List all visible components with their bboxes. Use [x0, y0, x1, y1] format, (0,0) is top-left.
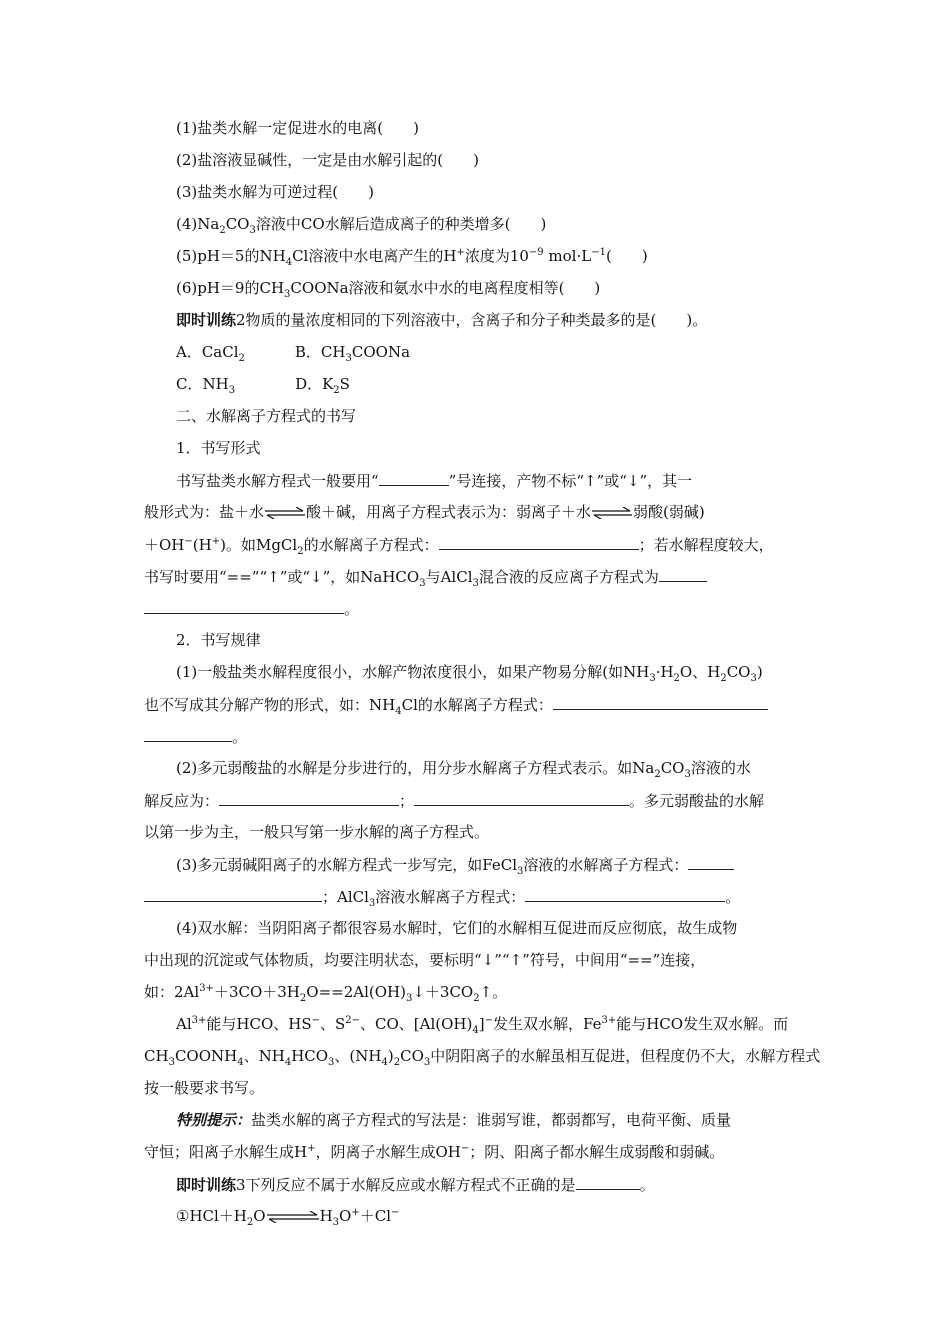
- rule-3-line-2: ；AlCl$_3$溶液水解离子方程式： 。: [144, 886, 740, 907]
- rule-1-line-1: (1)一般盐类水解程度很小，水解产物浓度很小，如果产物易分解(如$NH_3\cdot H_2O$、$H_2CO_3$): [176, 663, 763, 684]
- option-d: D．$K_2S$: [295, 375, 350, 396]
- practice-label: 即时训练: [176, 1176, 237, 1194]
- option-a: A．CaCl$_2$: [176, 343, 245, 364]
- question-4: $(4)Na_2CO_3$溶液中CO水解后造成离子的种类增多( ): [176, 215, 547, 236]
- double-hydrolysis-line-3: 按一般要求书写。: [144, 1079, 265, 1097]
- answer-blank[interactable]: [576, 1174, 640, 1190]
- answer-blank[interactable]: [144, 726, 232, 742]
- form-paragraph-line-1: 书写盐类水解方程式一般要用“ ”号连接，产物不标“↑”或“↓”，其一: [176, 472, 693, 490]
- form-paragraph-line-5: 。: [144, 598, 359, 619]
- double-hydrolysis-line-2: $CH_3COONH_4$、$NH_4HCO_3$、$(NH_4)_2CO_3$中阴阳离子的水解虽相互促进，但程度仍不大，水解方程式: [144, 1047, 821, 1068]
- form-paragraph-line-3: ＋OH−(H+)。如MgCl$_2$的水解离子方程式： ；若水解程度较大，: [144, 536, 774, 557]
- answer-blank[interactable]: [144, 886, 322, 902]
- practice-label: 即时训练: [176, 311, 237, 329]
- answer-blank[interactable]: [144, 598, 344, 614]
- rule-1-line-3: 。: [144, 726, 247, 747]
- answer-blank[interactable]: [414, 790, 629, 806]
- question-3: (3)盐类水解为可逆过程( ): [176, 183, 374, 201]
- rule-2-line-1: (2)多元弱酸盐的水解是分步进行的，用分步水解离子方程式表示。如$Na_2CO_3$溶液的水: [176, 759, 751, 780]
- answer-blank[interactable]: [439, 534, 639, 550]
- answer-blank[interactable]: [659, 566, 707, 582]
- rule-4-line-3: 如：$2Al^{3+}+3CO+3H_2O==2Al(OH)_3↓+3CO_2↑$。: [144, 983, 508, 1004]
- rule-4-line-2: 中出现的沉淀或气体物质，均要注明状态，要标明“↓”“↑”符号，中间用“==”连接，: [144, 951, 706, 969]
- option-c: C．$NH_3$: [176, 375, 236, 396]
- subsection-2-title: 2．书写规律: [176, 631, 261, 649]
- rule-3-line-1: (3)多元弱碱阳离子的水解方程式一步写完，如FeCl$_3$溶液的水解离子方程式：: [176, 854, 734, 875]
- reversible-arrow-icon: [265, 507, 305, 519]
- form-paragraph-line-4: 书写时要用“==”“↑”或“↓”，如NaHCO$_3$与AlCl$_3$混合液的反应离子方程式为: [144, 566, 707, 587]
- practice-2-options-cd: [176, 374, 350, 394]
- question-6: (6)pH＝9的$CH_3COONa$溶液和氨水中水的电离程度相等( ): [176, 279, 601, 300]
- answer-blank[interactable]: [525, 886, 725, 902]
- special-tip-line-1: 特别提示：盐类水解的离子方程式的写法是：谁弱写谁，都弱都写，电荷平衡、质量: [176, 1111, 732, 1129]
- practice-3-equation-1: $①HCl+H_2O$ $H_3O^++Cl^-$: [176, 1207, 400, 1228]
- answer-blank[interactable]: [219, 790, 399, 806]
- option-b: B．$CH_3COONa$: [294, 343, 411, 364]
- question-5: (5)pH＝5的$NH_4Cl$溶液中水电离产生的H+浓度为$10^{-9}$ $mol\cdot L^{-1}$( ): [176, 247, 648, 268]
- reversible-arrow-icon: [267, 1211, 319, 1223]
- special-tip-label: 特别提示：: [176, 1111, 252, 1129]
- practice-2-options-ab: [176, 342, 410, 362]
- practice-3: 即时训练3下列反应不属于水解反应或水解方程式不正确的是 。: [176, 1176, 655, 1194]
- reversible-arrow-icon: [592, 507, 632, 519]
- question-2: (2)盐溶液显碱性，一定是由水解引起的( ): [176, 151, 479, 169]
- section-2-title: 二、水解离子方程式的书写: [176, 407, 357, 425]
- rule-4-line-1: (4)双水解：当阴阳离子都很容易水解时，它们的水解相互促进而反应彻底，故生成物: [176, 919, 738, 937]
- subsection-1-title: 1．书写形式: [176, 439, 261, 457]
- question-1: (1)盐类水解一定促进水的电离( ): [176, 119, 419, 137]
- answer-blank[interactable]: [553, 694, 768, 710]
- answer-blank[interactable]: [379, 470, 449, 486]
- special-tip-line-2: 守恒；阳离子水解生成H+，阴离子水解生成OH−；阴、阳离子都水解生成弱酸和弱碱。: [144, 1143, 725, 1161]
- rule-2-line-3: 以第一步为主，一般只写第一步水解的离子方程式。: [144, 823, 490, 841]
- practice-2: 即时训练2物质的量浓度相同的下列溶液中，含离子和分子种类最多的是( )。: [176, 311, 708, 329]
- rule-1-line-2: 也不写成其分解产物的形式，如：$NH_4Cl$的水解离子方程式：: [144, 694, 768, 715]
- form-paragraph-line-2: 般形式为：盐＋水 酸＋碱，用离子方程式表示为：弱离子＋水 弱酸(弱碱): [144, 503, 705, 521]
- double-hydrolysis-line-1: $Al^{3+}$能与HCO、HS−、$S^{2-}$、CO、$[Al(OH)_4]^-$发生双水解，$Fe^{3+}$能与HCO发生双水解。而: [176, 1015, 789, 1036]
- rule-2-line-2: 解反应为： ； 。多元弱酸盐的水解: [144, 792, 765, 810]
- answer-blank[interactable]: [688, 854, 734, 870]
